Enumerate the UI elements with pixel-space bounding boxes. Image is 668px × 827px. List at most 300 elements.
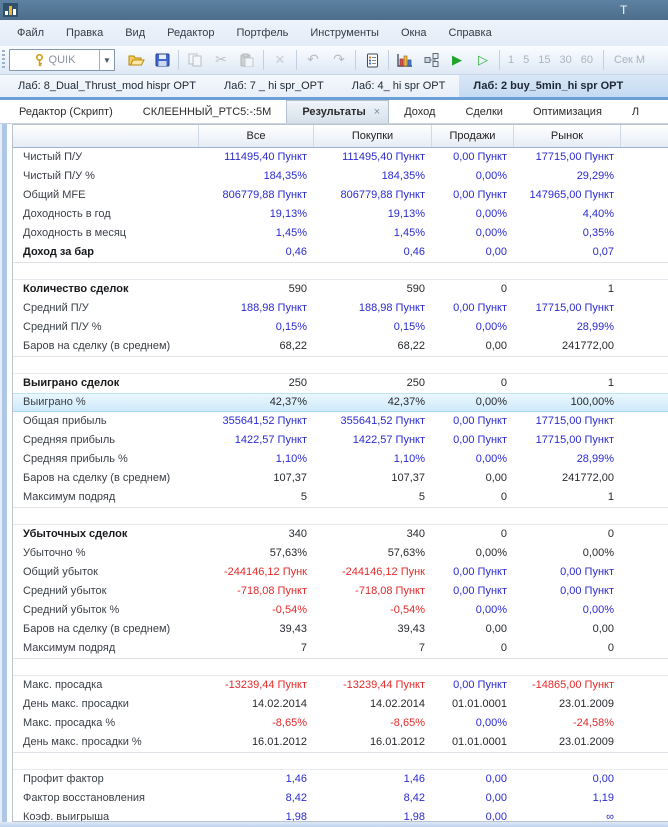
cell-value: 355641,52 Пункт: [222, 415, 307, 427]
row-label: Общая прибыль: [23, 415, 107, 427]
cell-value: 5: [300, 491, 307, 503]
cell-value: 8,42: [403, 792, 425, 804]
cell-value: -8,65%: [390, 717, 425, 729]
cell-value: 0,00%: [475, 170, 507, 182]
cell-value: 23.01.2009: [558, 736, 614, 748]
timeframe-1[interactable]: 1: [508, 54, 515, 66]
cell-filler: [621, 394, 668, 411]
cell-filler: [621, 808, 668, 822]
cell-value: 250: [406, 377, 425, 389]
header-market[interactable]: Рынок: [514, 125, 621, 147]
cell-filler: [621, 733, 668, 752]
row-label: Чистый П/У: [23, 151, 83, 163]
timeframe-15[interactable]: 15: [538, 54, 551, 66]
table-row[interactable]: [13, 789, 668, 808]
lab-tab-8[interactable]: Лаб: 8_Dual_Thrust_mod hispr OPT: [18, 80, 196, 92]
menu-tools[interactable]: Инструменты: [310, 27, 379, 39]
cell-value: 0,00: [485, 340, 507, 352]
cell-filler: [621, 243, 668, 262]
row-label: Средний убыток %: [23, 604, 120, 616]
cut-icon: ✂: [215, 52, 227, 68]
cell-value: 806779,88 Пункт: [222, 189, 307, 201]
cell-value: 14.02.2014: [251, 698, 307, 710]
cell-value: 0,15%: [275, 321, 307, 333]
open-folder-button[interactable]: [124, 49, 148, 71]
cell-filler: [621, 431, 668, 450]
cell-value: 0,00 Пункт: [560, 585, 614, 597]
cell-value: 8,42: [285, 792, 307, 804]
table-row[interactable]: [13, 601, 668, 620]
cell-value: 0,00: [485, 811, 507, 822]
table-row[interactable]: [13, 488, 668, 507]
cell-value: 0: [500, 528, 507, 540]
toolbar-grip[interactable]: [2, 50, 5, 70]
cell-filler: [621, 582, 668, 601]
cell-value: 340: [288, 528, 307, 540]
tab-results-active[interactable]: [286, 100, 389, 123]
header-sells[interactable]: Продажи: [432, 125, 514, 147]
cell-value: 68,22: [397, 340, 425, 352]
cell-filler: [621, 620, 668, 639]
cell-value: 17715,00 Пункт: [535, 302, 614, 314]
chevron-down-icon[interactable]: ▼: [99, 50, 114, 70]
table-row[interactable]: [13, 525, 668, 544]
cell-value: -244146,12 Пунк: [341, 566, 425, 578]
chart-button[interactable]: [393, 49, 417, 71]
timeframe-5[interactable]: 5: [523, 54, 530, 66]
cell-filler: [621, 469, 668, 488]
table-row[interactable]: [13, 299, 668, 318]
row-label: Фактор восстановления: [23, 792, 145, 804]
cell-value: 0,00 Пункт: [453, 415, 507, 427]
cell-value: 39,43: [279, 623, 307, 635]
table-row[interactable]: [13, 639, 668, 658]
table-row[interactable]: [13, 374, 668, 393]
cell-filler: [621, 337, 668, 356]
cell-filler: [621, 167, 668, 186]
cell-value: 0,15%: [393, 321, 425, 333]
cell-filler: [621, 676, 668, 695]
key-icon: [34, 54, 45, 67]
table-row[interactable]: [13, 563, 668, 582]
row-label: Баров на сделку (в среднем): [23, 623, 171, 635]
cell-filler: [621, 601, 668, 620]
tab-editor-script[interactable]: Редактор (Скрипт): [19, 105, 113, 118]
tab-income[interactable]: Доход: [404, 105, 436, 118]
header-all[interactable]: Все: [199, 125, 314, 147]
cell-filler: [621, 186, 668, 205]
cell-value: 250: [288, 377, 307, 389]
cell-value: 590: [406, 283, 425, 295]
cell-filler: [621, 280, 668, 299]
cell-filler: [621, 318, 668, 337]
cell-filler: [621, 412, 668, 431]
cell-filler: [621, 695, 668, 714]
section-separator: [13, 658, 668, 676]
cell-value: 0,07: [592, 246, 614, 258]
table-row[interactable]: [13, 431, 668, 450]
cell-filler: [621, 374, 668, 393]
connection-label: QUIK: [48, 54, 76, 66]
cell-value: 1,45%: [275, 227, 307, 239]
table-row[interactable]: [13, 243, 668, 262]
cell-value: 0: [500, 642, 507, 654]
cell-value: 340: [406, 528, 425, 540]
timeframe-units[interactable]: Сек М: [614, 54, 646, 66]
table-row[interactable]: [13, 620, 668, 639]
row-label: Средний П/У: [23, 302, 89, 314]
cell-value: 0,00 Пункт: [453, 434, 507, 446]
lab-tab-7[interactable]: Лаб: 7 _ hi spr_OPT: [223, 80, 324, 92]
row-label: Выиграно сделок: [23, 377, 120, 389]
script-properties-button[interactable]: [360, 49, 384, 71]
menu-view[interactable]: Вид: [125, 27, 146, 39]
tab-clipped[interactable]: Л: [631, 105, 640, 118]
window-title: T: [620, 3, 628, 17]
cell-value: -718,08 Пункт: [237, 585, 307, 597]
paste-icon: [240, 53, 254, 67]
row-label: Выиграно %: [23, 396, 86, 408]
cell-value: -13239,44 Пункт: [342, 679, 425, 691]
schema-icon: [424, 53, 439, 67]
cell-value: 1,98: [285, 811, 307, 822]
cell-value: 0,00: [485, 246, 507, 258]
table-row[interactable]: [13, 224, 668, 243]
table-row[interactable]: [13, 808, 668, 822]
cell-value: 0,00: [485, 623, 507, 635]
cell-value: -718,08 Пункт: [355, 585, 425, 597]
timeframe-30[interactable]: 30: [559, 54, 572, 66]
cell-value: 107,37: [273, 472, 307, 484]
cell-value: 4,40%: [582, 208, 614, 220]
table-row[interactable]: [13, 412, 668, 431]
table-row[interactable]: [13, 544, 668, 563]
cell-value: 1: [607, 491, 614, 503]
menu-editor[interactable]: Редактор: [167, 27, 215, 39]
run-button[interactable]: [445, 49, 469, 71]
cell-value: 16.01.2012: [369, 736, 425, 748]
cell-value: 0,00: [485, 792, 507, 804]
run-icon: ▶: [452, 52, 462, 68]
section-separator: [13, 507, 668, 525]
timeframe-60[interactable]: 60: [580, 54, 593, 66]
cell-value: 0: [500, 283, 507, 295]
run-agent-button[interactable]: [471, 49, 495, 71]
cell-value: -13239,44 Пункт: [224, 679, 307, 691]
row-label: Средний П/У %: [23, 321, 102, 333]
table-row[interactable]: [13, 186, 668, 205]
row-label: Чистый П/У %: [23, 170, 95, 182]
header-buys[interactable]: Покупки: [314, 125, 432, 147]
copy-icon: [188, 53, 202, 67]
save-icon: [155, 53, 170, 67]
cell-value: 241772,00: [562, 340, 614, 352]
cell-value: 0: [607, 528, 614, 540]
cell-value: 0,00%: [475, 208, 507, 220]
delete-button[interactable]: [268, 49, 292, 71]
cell-value: 0,00%: [475, 717, 507, 729]
cell-value: 0,00%: [475, 453, 507, 465]
row-label: Доходность в год: [23, 208, 111, 220]
menu-windows[interactable]: Окна: [400, 27, 427, 39]
section-separator: [13, 356, 668, 374]
title-bar: [0, 0, 668, 20]
row-label: Общий убыток: [23, 566, 98, 578]
cell-value: 590: [288, 283, 307, 295]
copy-button[interactable]: [183, 49, 207, 71]
row-label: Убыточных сделок: [23, 528, 128, 540]
row-label: Количество сделок: [23, 283, 129, 295]
cell-value: 0: [607, 642, 614, 654]
cell-value: 0,00%: [582, 547, 614, 559]
cell-filler: [621, 148, 668, 167]
cell-value: 7: [418, 642, 425, 654]
cell-filler: [621, 770, 668, 789]
cell-value: 0,00%: [475, 396, 507, 408]
connection-combobox[interactable]: [9, 49, 115, 71]
cell-value: 188,98 Пункт: [240, 302, 307, 314]
cell-value: 1: [607, 377, 614, 389]
cell-value: 806779,88 Пункт: [340, 189, 425, 201]
row-label: День макс. просадки: [23, 698, 129, 710]
table-row[interactable]: [13, 733, 668, 752]
cut-button[interactable]: [209, 49, 233, 71]
cell-value: 0,00%: [475, 227, 507, 239]
row-label: День макс. просадки %: [23, 736, 142, 748]
cell-filler: [621, 525, 668, 544]
cell-filler: [621, 714, 668, 733]
cell-value: -244146,12 Пунк: [223, 566, 307, 578]
cell-value: 57,63%: [269, 547, 307, 559]
row-label: Максимум подряд: [23, 642, 116, 654]
cell-value: 01.01.0001: [451, 736, 507, 748]
cell-value: 0,00 Пункт: [453, 566, 507, 578]
cell-value: 17715,00 Пункт: [535, 415, 614, 427]
section-separator: [13, 262, 668, 280]
row-label: Доход за бар: [23, 246, 95, 258]
cell-value: 1,46: [285, 773, 307, 785]
cell-filler: [621, 224, 668, 243]
header-filler: [621, 125, 668, 147]
cell-value: 241772,00: [562, 472, 614, 484]
table-row[interactable]: [13, 148, 668, 167]
table-row[interactable]: [13, 469, 668, 488]
paste-button[interactable]: [235, 49, 259, 71]
cell-value: 1,98: [403, 811, 425, 822]
delete-icon: ✕: [274, 52, 286, 68]
table-row[interactable]: [13, 695, 668, 714]
undo-button[interactable]: [301, 49, 325, 71]
cell-value: 0,00%: [475, 321, 507, 333]
section-separator: [13, 752, 668, 770]
row-label: Макс. просадка: [23, 679, 103, 691]
cell-value: 68,22: [279, 340, 307, 352]
row-label: Общий MFE: [23, 189, 86, 201]
cell-value: 01.01.0001: [451, 698, 507, 710]
table-row[interactable]: [13, 770, 668, 789]
cell-filler: [621, 639, 668, 658]
results-panel: [0, 124, 668, 822]
cell-value: 0,00: [485, 472, 507, 484]
table-row[interactable]: [13, 337, 668, 356]
app-logo-icon: [3, 3, 18, 17]
cell-value: 1,19: [592, 792, 614, 804]
cell-value: -24,58%: [573, 717, 614, 729]
tab-trades[interactable]: Сделки: [465, 105, 503, 118]
cell-value: ∞: [606, 811, 614, 822]
tab-instrument[interactable]: СКЛЕЕННЫЙ_РТС5:-:5М: [142, 105, 272, 118]
cell-value: 57,63%: [387, 547, 425, 559]
cell-value: 147965,00 Пункт: [529, 189, 614, 201]
cell-value: 0,35%: [582, 227, 614, 239]
cell-value: 17715,00 Пункт: [535, 434, 614, 446]
cell-value: 1422,57 Пункт: [234, 434, 307, 446]
cell-value: 17715,00 Пункт: [535, 151, 614, 163]
table-row[interactable]: [13, 167, 668, 186]
cell-value: 0,00%: [475, 604, 507, 616]
cell-value: 0,46: [285, 246, 307, 258]
cell-value: 42,37%: [387, 396, 425, 408]
toolbar: [0, 46, 668, 75]
row-label: Макс. просадка %: [23, 717, 116, 729]
grid-body: [13, 148, 668, 822]
chart-icon: [397, 53, 413, 67]
table-row[interactable]: [13, 714, 668, 733]
cell-value: 0,00 Пункт: [560, 566, 614, 578]
cell-value: 0,00 Пункт: [453, 585, 507, 597]
cell-value: 0,00 Пункт: [453, 151, 507, 163]
cell-value: 0,00: [485, 773, 507, 785]
cell-value: 5: [418, 491, 425, 503]
results-grid: [12, 124, 668, 822]
schema-button[interactable]: [419, 49, 443, 71]
table-row[interactable]: [13, 393, 668, 412]
cell-filler: [621, 789, 668, 808]
row-label: Профит фактор: [23, 773, 104, 785]
cell-value: 0,00: [592, 773, 614, 785]
cell-value: 29,29%: [576, 170, 614, 182]
lab-tab-4[interactable]: Лаб: 4_ hi spr OPT: [351, 80, 446, 92]
table-row[interactable]: [13, 582, 668, 601]
cell-value: 355641,52 Пункт: [340, 415, 425, 427]
cell-value: 1,10%: [275, 453, 307, 465]
cell-value: 0,00%: [475, 547, 507, 559]
row-label: Баров на сделку (в среднем): [23, 472, 171, 484]
cell-value: 188,98 Пункт: [358, 302, 425, 314]
cell-value: 1: [607, 283, 614, 295]
cell-value: 184,35%: [263, 170, 307, 182]
cell-value: 19,13%: [387, 208, 425, 220]
cell-value: 111495,40 Пункт: [224, 151, 307, 163]
menu-file[interactable]: Файл: [17, 27, 45, 39]
cell-value: -14865,00 Пункт: [531, 679, 614, 691]
cell-value: 28,99%: [576, 453, 614, 465]
cell-value: 0,46: [403, 246, 425, 258]
lab-tab-strip: [0, 75, 668, 97]
cell-value: -8,65%: [272, 717, 307, 729]
menu-edit[interactable]: Правка: [66, 27, 104, 39]
cell-value: 0,00: [592, 623, 614, 635]
cell-value: 1,10%: [393, 453, 425, 465]
row-label: Средняя прибыль: [23, 434, 115, 446]
cell-value: 1422,57 Пункт: [352, 434, 425, 446]
close-icon[interactable]: ×: [373, 106, 381, 118]
cell-value: 100,00%: [570, 396, 614, 408]
table-row[interactable]: [13, 318, 668, 337]
undo-icon: ↶: [307, 52, 319, 68]
grid-header: [13, 125, 668, 148]
row-label: Коэф. выигрыша: [23, 811, 110, 822]
cell-value: -0,54%: [272, 604, 307, 616]
cell-filler: [621, 544, 668, 563]
cell-value: 28,99%: [576, 321, 614, 333]
lab-tab-2-active[interactable]: Лаб: 2 buy_5min_hi spr OPT: [459, 75, 668, 97]
timeframe-buttons: [508, 54, 593, 66]
cell-value: 19,13%: [269, 208, 307, 220]
window-bottom-edge: [0, 822, 668, 827]
cell-value: 42,37%: [269, 396, 307, 408]
menu-help[interactable]: Справка: [448, 27, 492, 39]
header-label-column[interactable]: [13, 125, 199, 147]
cell-value: 16.01.2012: [251, 736, 307, 748]
cell-value: 0: [500, 377, 507, 389]
save-button[interactable]: [150, 49, 174, 71]
cell-filler: [621, 450, 668, 469]
table-row[interactable]: [13, 205, 668, 224]
table-row[interactable]: [13, 676, 668, 695]
cell-value: 184,35%: [381, 170, 425, 182]
cell-value: 1,45%: [393, 227, 425, 239]
table-row[interactable]: [13, 280, 668, 299]
menu-portfolio[interactable]: Портфель: [236, 27, 289, 39]
tab-optimization[interactable]: Оптимизация: [532, 105, 602, 118]
cell-value: 39,43: [397, 623, 425, 635]
open-folder-icon: [128, 53, 145, 67]
row-label: Доходность в месяц: [23, 227, 127, 239]
panel-gutter: [0, 124, 12, 822]
row-label: Баров на сделку (в среднем): [23, 340, 171, 352]
cell-filler: [621, 563, 668, 582]
cell-value: 1,46: [403, 773, 425, 785]
tab-results-label: Результаты: [302, 106, 366, 118]
row-label: Максимум подряд: [23, 491, 116, 503]
cell-value: -0,54%: [390, 604, 425, 616]
menu-bar: [0, 20, 668, 46]
run-agent-icon: ▷: [478, 52, 488, 68]
document-tab-strip: [0, 100, 668, 124]
cell-value: 7: [300, 642, 307, 654]
cell-filler: [621, 299, 668, 318]
script-properties-icon: [366, 53, 379, 68]
cell-filler: [621, 205, 668, 224]
cell-value: 0,00 Пункт: [453, 302, 507, 314]
cell-value: 111495,40 Пункт: [342, 151, 425, 163]
cell-value: 0: [500, 491, 507, 503]
cell-value: 0,00%: [582, 604, 614, 616]
cell-filler: [621, 488, 668, 507]
cell-value: 0,00 Пункт: [453, 189, 507, 201]
cell-value: 107,37: [391, 472, 425, 484]
redo-icon: ↷: [333, 52, 345, 68]
row-label: Убыточно %: [23, 547, 86, 559]
table-row[interactable]: [13, 450, 668, 469]
row-label: Средняя прибыль %: [23, 453, 128, 465]
redo-button[interactable]: [327, 49, 351, 71]
cell-value: 23.01.2009: [558, 698, 614, 710]
cell-value: 0,00 Пункт: [453, 679, 507, 691]
cell-value: 14.02.2014: [369, 698, 425, 710]
row-label: Средний убыток: [23, 585, 107, 597]
